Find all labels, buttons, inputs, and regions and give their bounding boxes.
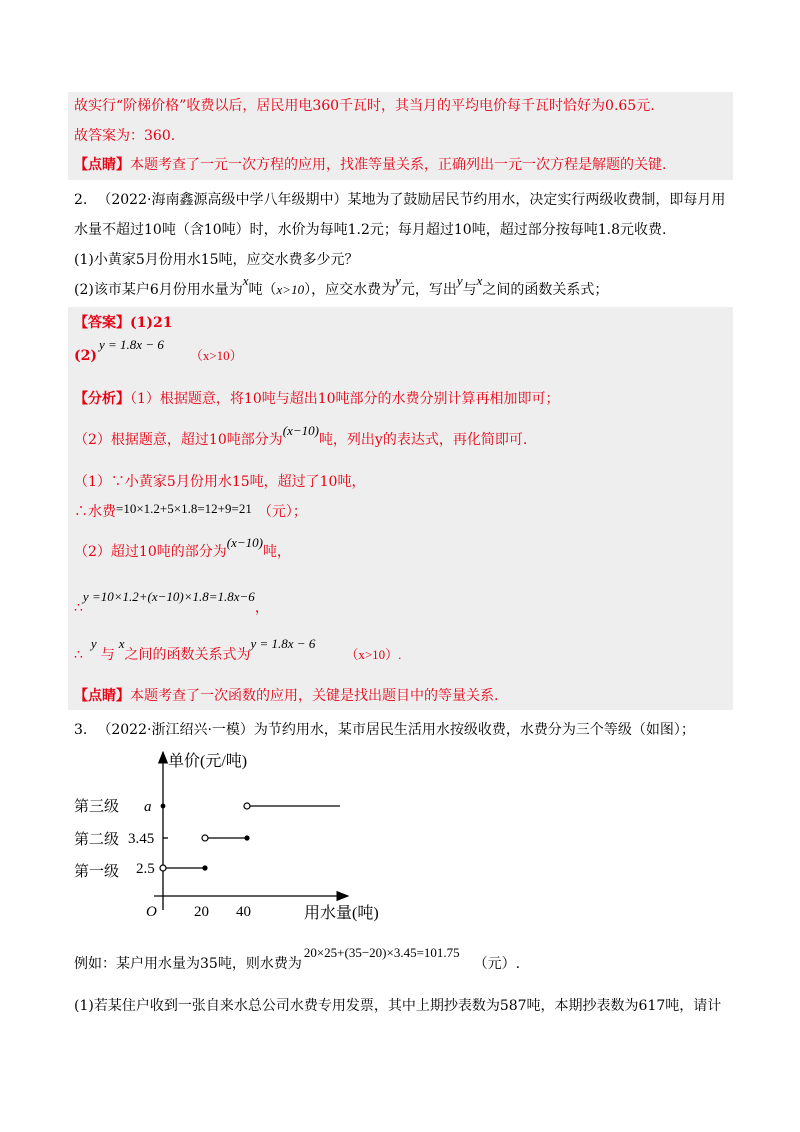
text: 例如：某户用水量为35吨，则水费为 (74, 956, 302, 972)
question-text: （2022·浙江绍兴·一模）为节约用水，某市居民生活用水按级收费，水费分为三个等级（如图）； (97, 722, 695, 738)
text: 与 (100, 647, 115, 663)
equation: =10×1.2+5×1.8=12+9=21 (116, 501, 252, 516)
text: （元）. (473, 956, 521, 972)
var-x: x (242, 273, 249, 288)
level-label-3: 第三级 (74, 799, 120, 815)
segment-start-point (202, 835, 208, 841)
answer-2-condition: （x>10） (189, 348, 243, 363)
text: 之间的函数关系式； (482, 282, 609, 298)
text: 元，写出 (400, 282, 457, 298)
analysis-line-2 (74, 423, 528, 450)
detail-line-5 (74, 636, 402, 665)
solution-1-comment (74, 155, 666, 175)
answer-2-equation: y = 1.8x − 6 (99, 337, 164, 352)
y-tick-label: a (144, 799, 152, 815)
answer-line-1 (74, 313, 172, 333)
analysis-tag: 【分析】 (74, 391, 130, 407)
comment-text: 本题考查了一次函数的应用，关键是找出题目中的等量关系. (130, 688, 499, 704)
detail-line-1: （1）∵小黄家5月份用水15吨，超过了10吨， (74, 474, 366, 490)
condition: （x>10）. (345, 647, 402, 662)
analysis-line-1 (74, 389, 560, 409)
text: (2)该市某户6月份用水量为 (74, 282, 243, 298)
x-tick-label: 40 (236, 904, 251, 920)
text: ∴ (74, 600, 83, 616)
segment-start-point (160, 865, 166, 871)
example-line (74, 945, 521, 974)
series-layer (160, 803, 340, 871)
question-2-line-1 (74, 190, 725, 210)
expression: (x−10) (282, 423, 319, 438)
condition: x>10 (276, 282, 305, 297)
solution-1-line-2: 故答案为：360. (74, 128, 176, 144)
text: 之间的函数关系式为 (124, 647, 251, 663)
detail-line-3 (74, 535, 291, 562)
var-y: y (395, 273, 401, 288)
solution-2-comment (74, 686, 498, 706)
question-2-part-1: (1)小黄家5月份用水15吨，应交水费多少元？ (74, 252, 359, 268)
text: ），应交水费为 (304, 282, 396, 298)
equation: y = 1.8x − 6 (250, 636, 316, 651)
comment-tag: 【点睛】 (74, 157, 130, 173)
solution-1-line-1: 故实行“阶梯价格”收费以后，居民用电360千瓦时，其当月的平均电价每千瓦时恰好为0.65元. (74, 98, 655, 114)
answer-1: (1)21 (130, 315, 173, 331)
y-axis-label: 单价(元/吨) (168, 753, 248, 770)
question-2-line-2: 水量不超过10吨（含10吨）时，水价为每吨1.2元；每月超过10吨，超过部分按每吨1.8元收费. (74, 222, 667, 238)
question-3-part-1: (1)若某住户收到一张自来水总公司水费专用发票，其中上期抄表数为587吨，本期抄表数为617吨，请计 (74, 998, 722, 1014)
analysis-text: （1）根据题意，将10吨与超出10吨部分的水费分别计算再相加即可； (130, 391, 560, 407)
var-y: y (90, 636, 97, 651)
y-tick-label: 3.45 (128, 831, 155, 847)
var-x: x (118, 636, 125, 651)
text: ∴ (74, 647, 83, 663)
question-3-line-1 (74, 720, 695, 740)
origin-label: O (146, 904, 157, 920)
y-tick-label: 2.5 (136, 861, 155, 877)
level-label-1: 第一级 (74, 864, 120, 880)
x-axis-label: 用水量(吨) (304, 905, 379, 922)
text: （2）根据题意，超过10吨部分为 (74, 432, 283, 448)
x-tick-label: 20 (194, 904, 209, 920)
var-y: y (456, 273, 463, 288)
comment-text: 本题考查了一元一次方程的应用，找准等量关系，正确列出一元一次方程是解题的关键. (130, 157, 667, 173)
example-equation: 20×25+(35−20)×3.45=101.75 (303, 945, 460, 960)
detail-line-2 (74, 502, 307, 522)
text: 吨（ (248, 282, 277, 298)
text: （元）； (257, 504, 307, 520)
text: （2）超过10吨的部分为 (74, 544, 227, 560)
segment-start-point (244, 803, 250, 809)
equation: y =10×1.2+(x−10)×1.8=1.8x−6 (82, 589, 255, 604)
question-number: 3. (74, 722, 88, 738)
comment-tag: 【点睛】 (74, 688, 130, 704)
text: ， (254, 600, 269, 616)
y-axis-point-a (161, 804, 166, 809)
text: 吨，列出y的表达式，再化简即可. (318, 432, 528, 448)
text: ∴水费 (74, 504, 116, 520)
water-price-chart (60, 738, 380, 930)
text: 吨， (262, 544, 291, 560)
detail-line-4 (74, 589, 269, 618)
question-text: （2022·海南鑫源高级中学八年级期中）某地为了鼓励居民节约用水，决定实行两级收费制，即每月用 (97, 192, 726, 208)
var-x: x (476, 273, 483, 288)
answer-tag: 【答案】 (74, 315, 130, 331)
answer-2-label: (2) (74, 348, 97, 364)
level-label-2: 第二级 (74, 832, 120, 848)
answer-line-2 (74, 337, 243, 366)
question-number: 2. (74, 192, 88, 208)
expression: (x−10) (226, 535, 263, 550)
segment-end-point (202, 865, 207, 870)
segment-end-point (244, 835, 249, 840)
text: 与 (462, 282, 477, 298)
question-2-part-2 (74, 273, 609, 300)
